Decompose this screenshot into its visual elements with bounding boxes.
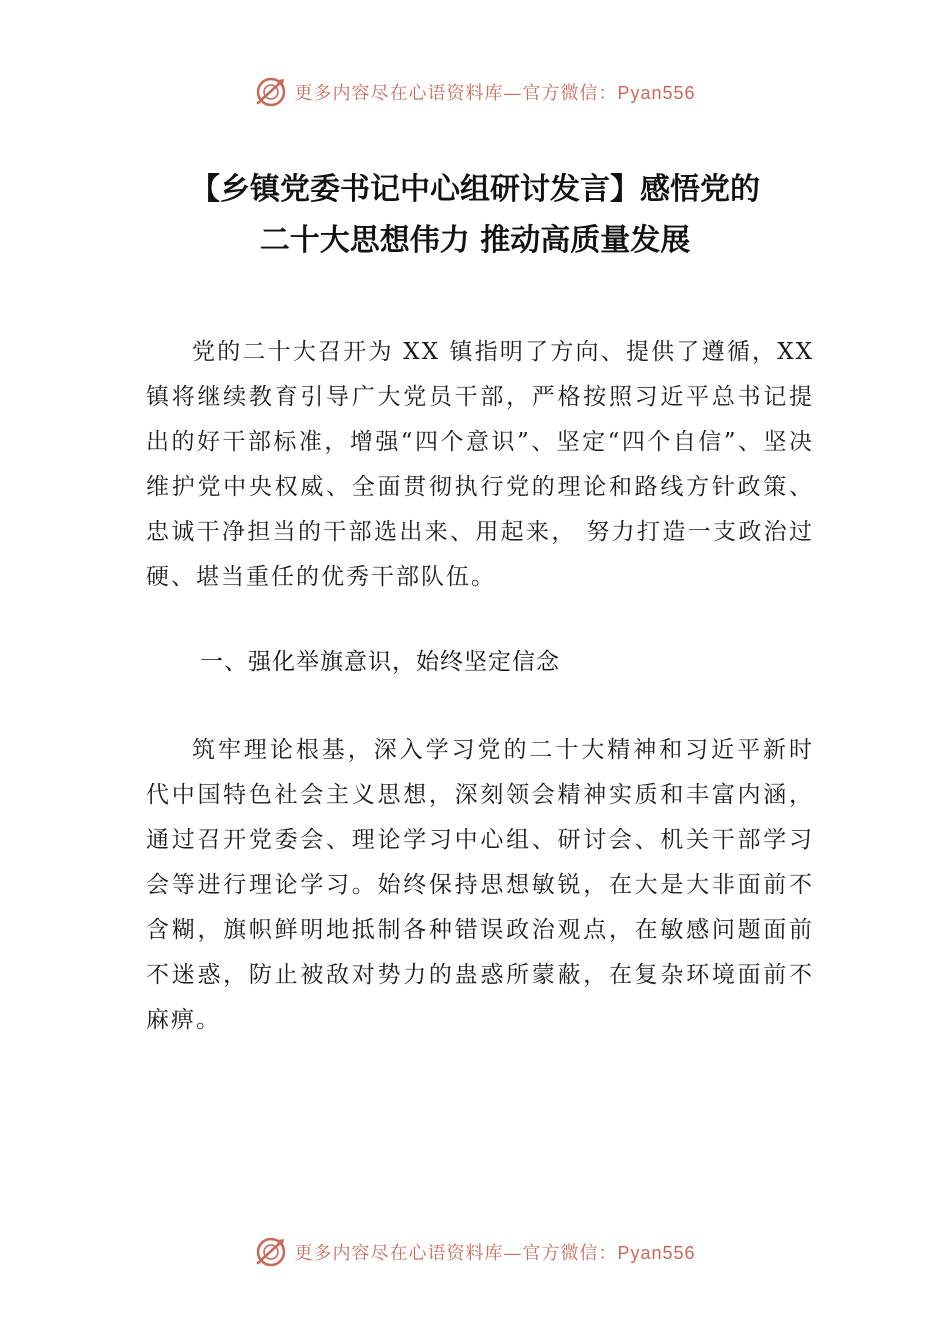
watermark-text <box>294 79 695 105</box>
logo-icon <box>254 75 288 109</box>
watermark-wechat-id: Pyan556 <box>617 83 696 103</box>
header-watermark <box>0 72 950 112</box>
paragraph-intro: 党的二十大召开为 XX 镇指明了方向、提供了遵循，XX 镇将继续教育引导广大党员干部，严格按照习近平总书记提出的好干部标准，增强“四个意识”、坚定“四个自信”、坚决维护党中央权威、全面贯彻执行党的理论和路线方针政策、忠诚干净担当的干部选出来、用起来， 努力打造一支政治过硬、堪当重任的优秀干部队伍。 <box>146 339 814 590</box>
footer-watermark <box>0 1232 950 1272</box>
watermark-text <box>294 1239 695 1265</box>
section-heading-1: 一、强化举旗意识，始终坚定信念 <box>200 649 560 675</box>
watermark-label: 更多内容尽在心语资料库—官方微信： <box>294 83 618 104</box>
title-line-2: 二十大思想伟力 推动高质量发展 <box>259 223 691 258</box>
logo-icon <box>254 1235 288 1269</box>
page-title <box>100 164 850 266</box>
watermark-label: 更多内容尽在心语资料库—官方微信： <box>294 1243 618 1264</box>
title-line-1: 【乡镇党委书记中心组研讨发言】感悟党的 <box>190 172 760 207</box>
watermark-wechat-id: Pyan556 <box>617 1243 696 1263</box>
paragraph-section-1: 筑牢理论根基，深入学习党的二十大精神和习近平新时代中国特色社会主义思想，深刻领会精神实质和丰富内涵，通过召开党委会、理论学习中心组、研讨会、机关干部学习会等进行理论学习。始终保持思想敏锐，在大是大非面前不含糊，旗帜鲜明地抵制各种错误政治观点，在敏感问题面前不迷惑，防止被敌对势力的蛊惑所蒙蔽，在复杂环境面前不麻痹。 <box>146 737 814 1033</box>
